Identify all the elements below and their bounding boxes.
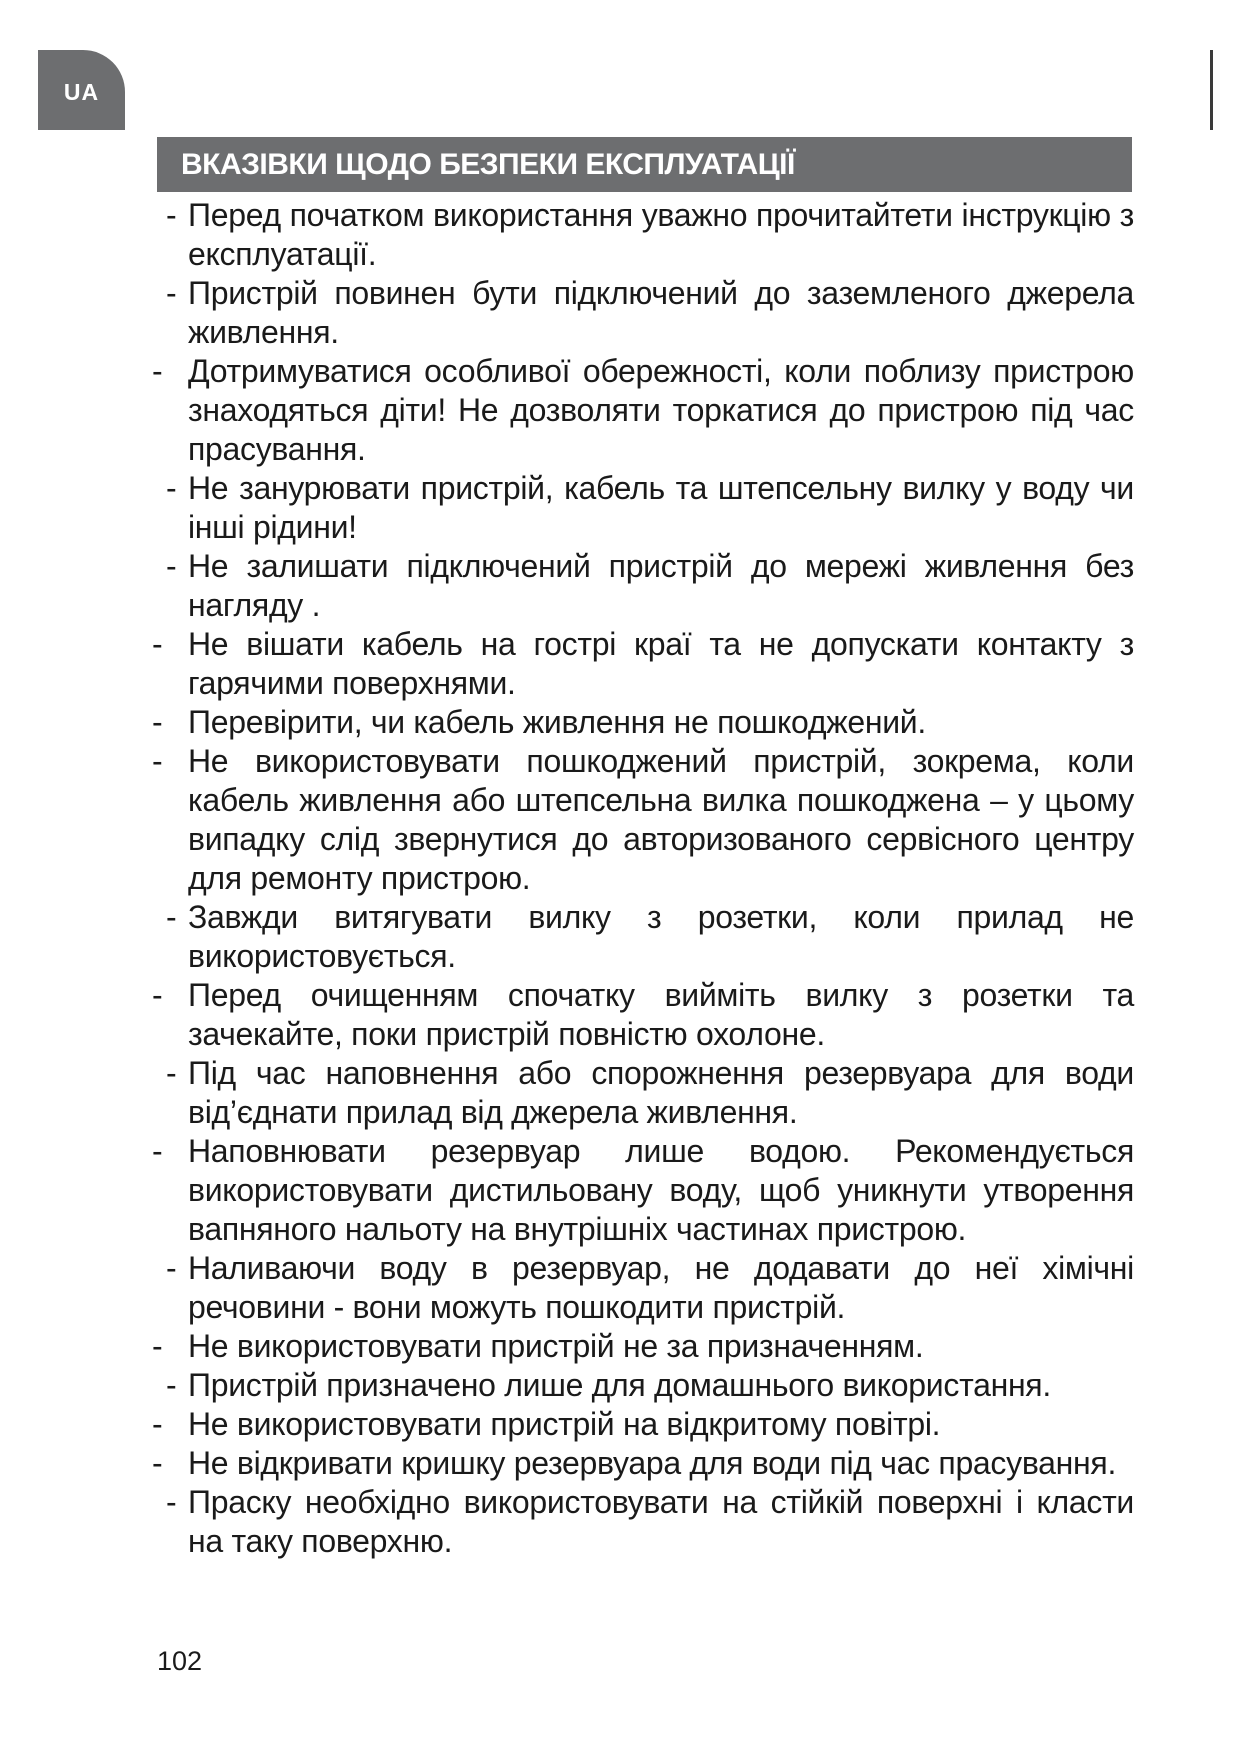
rule-item <box>152 976 1134 1054</box>
rule-dash: - <box>166 1367 177 1403</box>
rule-item <box>152 1249 1134 1327</box>
rule-dash: - <box>166 1055 177 1091</box>
rule-text: Наливаючи воду в резервуар, не додавати до неї хімічні речовини - вони можуть пошкодити пристрій. <box>188 1250 1134 1325</box>
section-title: ВКАЗІВКИ ЩОДО БЕЗПЕКИ ЕКСПЛУАТАЦІЇ <box>181 147 795 181</box>
rule-dash: - <box>166 548 177 584</box>
rule-text: Наповнювати резервуар лише водою. Рекомендується використовувати дистильовану воду, щоб уникнути утворення вапняного нальоту на внутрішніх частинах пристрою. <box>188 1133 1134 1247</box>
rule-dash: - <box>152 353 163 389</box>
rule-dash: - <box>152 1445 163 1481</box>
rule-text: Під час наповнення або спорожнення резервуара для води від’єднати прилад від джерела живлення. <box>188 1055 1134 1130</box>
rule-text: Пристрій повинен бути підключений до заземленого джерела живлення. <box>188 275 1134 350</box>
rule-dash: - <box>152 1133 163 1169</box>
rule-item <box>152 1444 1134 1483</box>
rule-dash: - <box>166 275 177 311</box>
rule-dash: - <box>152 1406 163 1442</box>
rule-item <box>152 1405 1134 1444</box>
language-tab <box>38 50 125 130</box>
rule-item <box>152 352 1134 469</box>
rule-item <box>152 703 1134 742</box>
rule-dash: - <box>152 977 163 1013</box>
rule-dash: - <box>166 1484 177 1520</box>
rule-text: Перед очищенням спочатку вийміть вилку з розетки та зачекайте, поки пристрій повністю охолоне. <box>188 977 1134 1052</box>
rule-text: Перед початком використання уважно прочитайтети інструкцію з експлуатації. <box>188 197 1134 272</box>
rule-item <box>152 742 1134 898</box>
rule-dash: - <box>166 470 177 506</box>
rule-text: Не занурювати пристрій, кабель та штепсельну вилку у воду чи інші рідини! <box>188 470 1134 545</box>
rule-text: Не використовувати пристрій не за призначенням. <box>188 1328 924 1364</box>
rule-item <box>152 898 1134 976</box>
rule-dash: - <box>152 743 163 779</box>
rule-dash: - <box>166 899 177 935</box>
rule-text: Дотримуватися особливої обережності, коли поблизу пристрою знаходяться діти! Не дозволяти торкатися до пристрою під час прасування. <box>188 353 1134 467</box>
page-edge-rule <box>1210 50 1213 130</box>
rule-text: Не використовувати пошкоджений пристрій, зокрема, коли кабель живлення або штепсельна вилка пошкоджена – у цьому випадку слід звернутися до авторизованого сервісного центру для ремонту пристрою. <box>188 743 1134 896</box>
rule-item <box>152 1132 1134 1249</box>
rule-item <box>152 196 1134 274</box>
rule-dash: - <box>152 704 163 740</box>
rule-text: Не залишати підключений пристрій до мережі живлення без нагляду . <box>188 548 1134 623</box>
rule-text: Не вішати кабель на гострі краї та не допускати контакту з гарячими поверхнями. <box>188 626 1134 701</box>
rule-text: Пристрій призначено лише для домашнього використання. <box>188 1367 1051 1403</box>
rule-text: Праску необхідно використовувати на стійкій поверхні і класти на таку поверхню. <box>188 1484 1134 1559</box>
language-tab-label: UA <box>63 78 100 105</box>
rule-dash: - <box>152 1328 163 1364</box>
rule-text: Перевірити, чи кабель живлення не пошкоджений. <box>188 704 926 740</box>
rule-dash: - <box>166 197 177 233</box>
rule-item <box>152 1327 1134 1366</box>
rule-dash: - <box>152 626 163 662</box>
rule-item <box>152 547 1134 625</box>
rule-item <box>152 469 1134 547</box>
rule-item <box>152 1483 1134 1561</box>
rule-item <box>152 625 1134 703</box>
rule-item <box>152 274 1134 352</box>
section-header <box>157 137 1132 192</box>
rule-item <box>152 1366 1134 1405</box>
rule-dash: - <box>166 1250 177 1286</box>
rule-item <box>152 1054 1134 1132</box>
safety-rules-list <box>152 196 1134 1561</box>
rule-text: Не відкривати кришку резервуара для води під час прасування. <box>188 1445 1117 1481</box>
rule-text: Завжди витягувати вилку з розетки, коли прилад не використовується. <box>188 899 1134 974</box>
rule-text: Не використовувати пристрій на відкритому повітрі. <box>188 1406 941 1442</box>
page-number: 102 <box>157 1646 203 1676</box>
